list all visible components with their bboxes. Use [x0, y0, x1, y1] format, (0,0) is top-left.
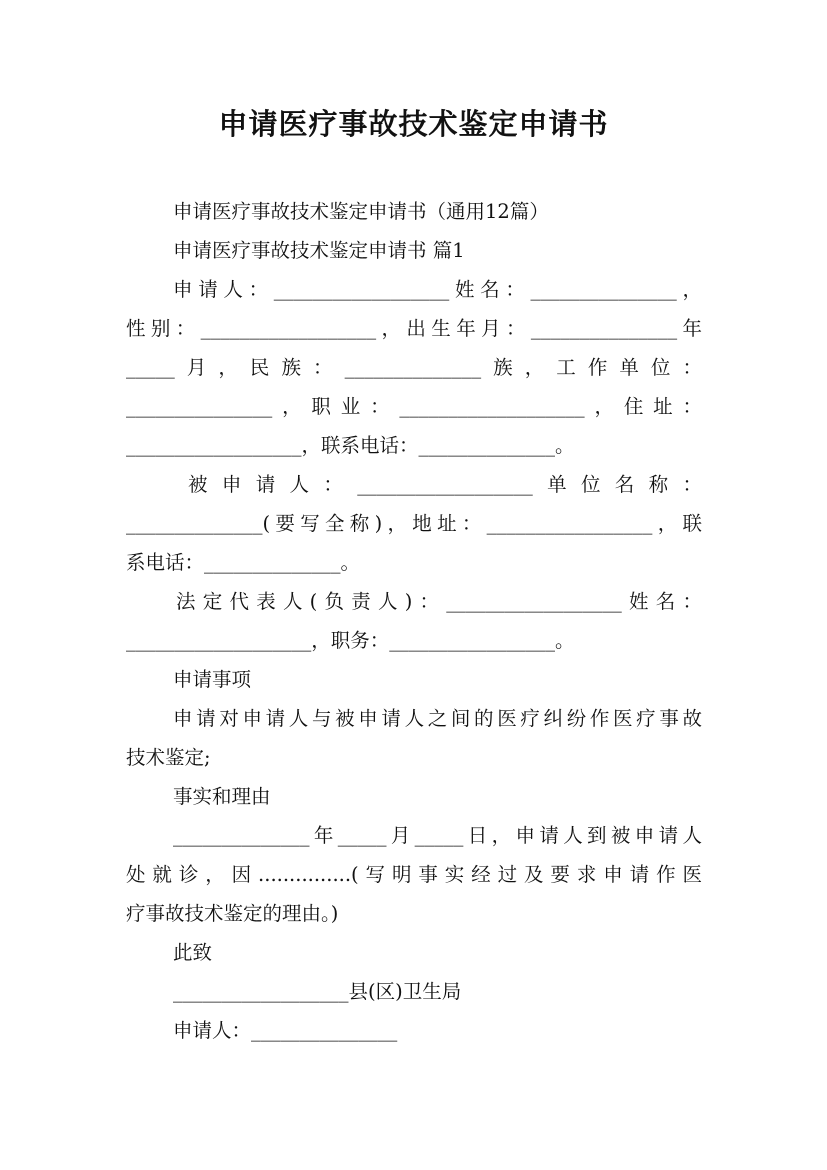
document-title: 申请医疗事故技术鉴定申请书	[218, 107, 609, 141]
occupation-address-line: _______________，职业：___________________，住址：	[126, 395, 702, 418]
respondent-address-line: ______________(要写全称)，地址：_________________，联	[126, 512, 702, 535]
closing-line: 此致	[173, 941, 213, 964]
ethnicity-work-line: _____月，民族：______________族，工作单位：	[126, 356, 702, 379]
signature-line: 申请人：_______________	[173, 1019, 398, 1042]
legal-rep-line: 法定代表人(负责人)：__________________姓名：	[176, 590, 702, 613]
phone-line: __________________，联系电话：______________。	[126, 434, 575, 457]
subtitle-line: 申请医疗事故技术鉴定申请书（通用12篇）	[173, 200, 549, 223]
section-heading-1: 申请医疗事故技术鉴定申请书 篇1	[173, 239, 465, 262]
applicant-line: 申请人：__________________姓名：_______________，	[173, 278, 702, 301]
gender-birth-line: 性别：__________________，出生年月：_______________年	[126, 317, 702, 340]
facts-heading: 事实和理由	[173, 785, 271, 808]
facts-text-1: ______________年_____月_____日，申请人到被申请人	[173, 824, 702, 847]
request-heading: 申请事项	[173, 668, 252, 691]
respondent-phone-line: 系电话：______________。	[126, 551, 361, 574]
request-text-1: 申请对申请人与被申请人之间的医疗纠纷作医疗事故	[173, 707, 702, 730]
facts-text-2: 处就诊，因...............(写明事实经过及要求申请作医	[126, 863, 702, 886]
recipient-line: __________________县(区)卫生局	[173, 980, 462, 1003]
request-text-2: 技术鉴定;	[126, 746, 211, 769]
respondent-line: 被申请人：__________________单位名称：	[188, 473, 702, 496]
facts-text-3: 疗事故技术鉴定的理由。)	[126, 902, 339, 925]
position-line: ___________________，职务：_________________。	[126, 629, 575, 652]
